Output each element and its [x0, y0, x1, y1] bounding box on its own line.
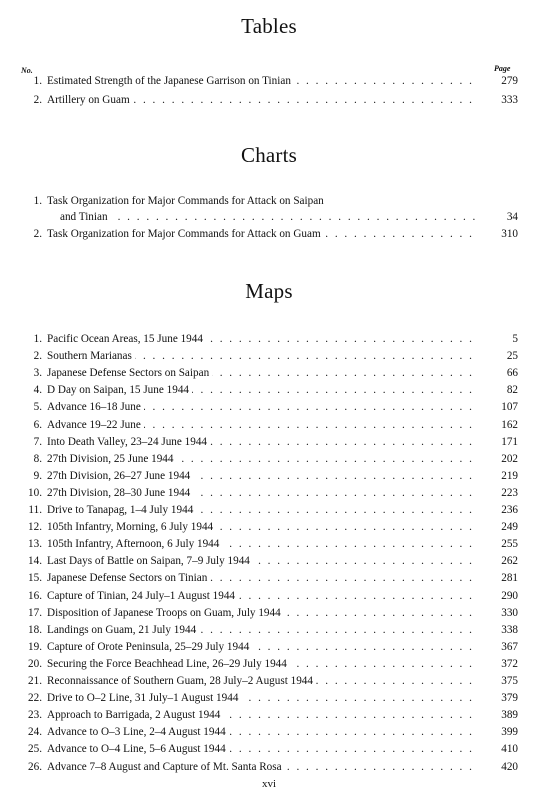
entry-title: Advance 19–22 June	[47, 419, 144, 431]
entry-page: 338	[501, 623, 518, 636]
maps-entry	[20, 741, 518, 757]
maps-entry	[20, 382, 518, 398]
entry-title: Southern Marianas	[47, 350, 135, 362]
entry-title: Japanese Defense Sectors on Tinian	[47, 572, 210, 584]
entry-number: 1.	[33, 75, 42, 87]
maps-entry	[20, 656, 518, 672]
tables-entry	[20, 92, 518, 108]
maps-entry	[20, 707, 518, 723]
entry-title: Japanese Defense Sectors on Saipan	[47, 367, 212, 379]
entry-number: 8.	[33, 452, 42, 465]
entry-page: 5	[512, 333, 518, 345]
entry-number: 18.	[28, 623, 42, 636]
entry-number: 1.	[33, 333, 42, 345]
entry-page: 262	[501, 555, 518, 568]
entry-page: 162	[501, 418, 518, 431]
entry-page: 202	[501, 452, 518, 465]
entry-page: 420	[501, 760, 518, 773]
entry-page: 389	[501, 709, 518, 722]
entry-title: Artillery on Guam	[47, 94, 133, 106]
entry-page: 333	[501, 94, 518, 106]
entry-number: 10.	[28, 486, 42, 499]
entry-page: 372	[501, 657, 518, 670]
maps-entry	[20, 348, 518, 364]
entry-page: 279	[501, 75, 518, 87]
entry-number: 21.	[28, 675, 42, 687]
entry-page: 367	[501, 640, 518, 653]
maps-entry	[20, 502, 518, 518]
entry-page: 290	[501, 589, 518, 602]
charts-heading: Charts	[240, 143, 298, 167]
maps-entry	[20, 331, 518, 347]
entry-page: 379	[501, 692, 518, 705]
maps-entry	[20, 485, 518, 501]
entry-title: Approach to Barrigada, 2 August 1944	[47, 709, 223, 721]
entry-title: Pacific Ocean Areas, 15 June 1944	[47, 333, 206, 345]
maps-entry	[20, 622, 518, 638]
entry-number: 15.	[28, 572, 42, 585]
entry-title: Drive to O–2 Line, 31 July–1 August 1944	[47, 692, 241, 704]
maps-entry	[20, 365, 518, 381]
entry-number: 23.	[28, 709, 42, 722]
maps-entry	[20, 759, 518, 775]
entry-title: Advance 7–8 August and Capture of Mt. Santa Rosa	[47, 761, 285, 773]
folio-page-number: xvi	[261, 778, 277, 790]
entry-title: 27th Division, 25 June 1944	[47, 453, 176, 465]
entry-page: 281	[501, 572, 518, 585]
column-header-no: No.	[21, 66, 33, 75]
entry-number: 22.	[28, 692, 42, 705]
entry-number: 26.	[28, 760, 42, 773]
entry-title: Into Death Valley, 23–24 June 1944	[47, 436, 210, 448]
maps-entry	[20, 519, 518, 535]
entry-page: 82	[506, 384, 518, 397]
entry-title: Securing the Force Beachhead Line, 26–29 July 1944	[47, 658, 290, 670]
entry-page: 330	[501, 606, 518, 619]
maps-entry	[20, 434, 518, 450]
entry-title: Disposition of Japanese Troops on Guam, July 1944	[47, 607, 284, 619]
maps-entry	[20, 605, 518, 621]
entry-page: 249	[501, 521, 518, 534]
entry-page: 375	[501, 675, 518, 687]
maps-entry	[20, 588, 518, 604]
entry-title: Task Organization for Major Commands for Attack on Guam	[47, 228, 324, 240]
maps-entry	[20, 639, 518, 655]
entry-number: 6.	[33, 418, 42, 431]
entry-number: 7.	[33, 435, 42, 448]
charts-entry	[20, 193, 518, 209]
entry-number: 24.	[28, 726, 42, 739]
entry-number: 1.	[33, 195, 42, 207]
maps-heading: Maps	[245, 279, 293, 303]
entry-page: 236	[501, 504, 518, 516]
maps-entry	[20, 690, 518, 706]
entry-title: D Day on Saipan, 15 June 1944	[47, 384, 192, 396]
entry-number: 12.	[28, 521, 42, 534]
entry-number: 9.	[33, 469, 42, 482]
entry-page: 219	[501, 469, 518, 482]
entry-number: 17.	[28, 606, 42, 619]
entry-title: Advance to O–3 Line, 2–4 August 1944	[47, 726, 229, 738]
entry-page: 34	[506, 211, 518, 223]
entry-number: 11.	[28, 504, 42, 516]
entry-title: Estimated Strength of the Japanese Garrison on Tinian	[47, 75, 294, 87]
entry-page: 223	[501, 486, 518, 499]
entry-title: 105th Infantry, Afternoon, 6 July 1944	[47, 538, 222, 550]
entry-number: 2.	[33, 228, 42, 240]
charts-entry	[20, 226, 518, 242]
maps-entry	[20, 468, 518, 484]
maps-entry	[20, 570, 518, 586]
entry-page: 66	[506, 367, 518, 380]
entry-number: 2.	[33, 350, 42, 363]
entry-title: Advance 16–18 June	[47, 401, 144, 413]
entry-title: Drive to Tanapag, 1–4 July 1944	[47, 504, 196, 516]
entry-page: 410	[501, 743, 518, 756]
entry-page: 25	[506, 350, 518, 363]
entry-title: Capture of Tinian, 24 July–1 August 1944	[47, 590, 238, 602]
entry-number: 25.	[28, 743, 42, 756]
maps-entry	[20, 724, 518, 740]
entry-page: 255	[501, 538, 518, 551]
entry-number: 19.	[28, 640, 42, 653]
entry-number: 5.	[33, 401, 42, 414]
entry-page: 310	[501, 228, 518, 240]
entry-title: 105th Infantry, Morning, 6 July 1944	[47, 521, 216, 533]
entry-title: Landings on Guam, 21 July 1944	[47, 624, 199, 636]
entry-number: 13.	[28, 538, 42, 551]
entry-number: 14.	[28, 555, 42, 568]
maps-entry	[20, 536, 518, 552]
entry-number: 20.	[28, 657, 42, 670]
entry-title-continuation: and Tinian	[60, 211, 111, 223]
maps-entry	[20, 553, 518, 569]
entry-title: 27th Division, 28–30 June 1944	[47, 487, 193, 499]
entry-title: Last Days of Battle on Saipan, 7–9 July 1944	[47, 555, 253, 567]
maps-entry	[20, 451, 518, 467]
entry-title: 27th Division, 26–27 June 1944	[47, 470, 193, 482]
charts-entry-continuation	[20, 209, 518, 225]
entry-page: 107	[501, 401, 518, 414]
column-header-page: Page	[494, 64, 511, 73]
entry-page: 399	[501, 726, 518, 739]
tables-heading: Tables	[241, 14, 297, 38]
entry-title: Reconnaissance of Southern Guam, 28 July–2 August 1944	[47, 675, 316, 687]
tables-entry	[20, 73, 518, 89]
entry-number: 16.	[28, 589, 42, 602]
entry-page: 171	[501, 435, 518, 448]
entry-number: 4.	[33, 384, 42, 397]
entry-number: 2.	[33, 94, 42, 106]
maps-entry	[20, 673, 518, 689]
entry-number: 3.	[33, 367, 42, 380]
maps-entry	[20, 399, 518, 415]
entry-title: Task Organization for Major Commands for Attack on Saipan	[47, 195, 327, 207]
maps-entry	[20, 417, 518, 433]
entry-title: Capture of Orote Peninsula, 25–29 July 1944	[47, 641, 252, 653]
entry-title: Advance to O–4 Line, 5–6 August 1944	[47, 743, 229, 755]
